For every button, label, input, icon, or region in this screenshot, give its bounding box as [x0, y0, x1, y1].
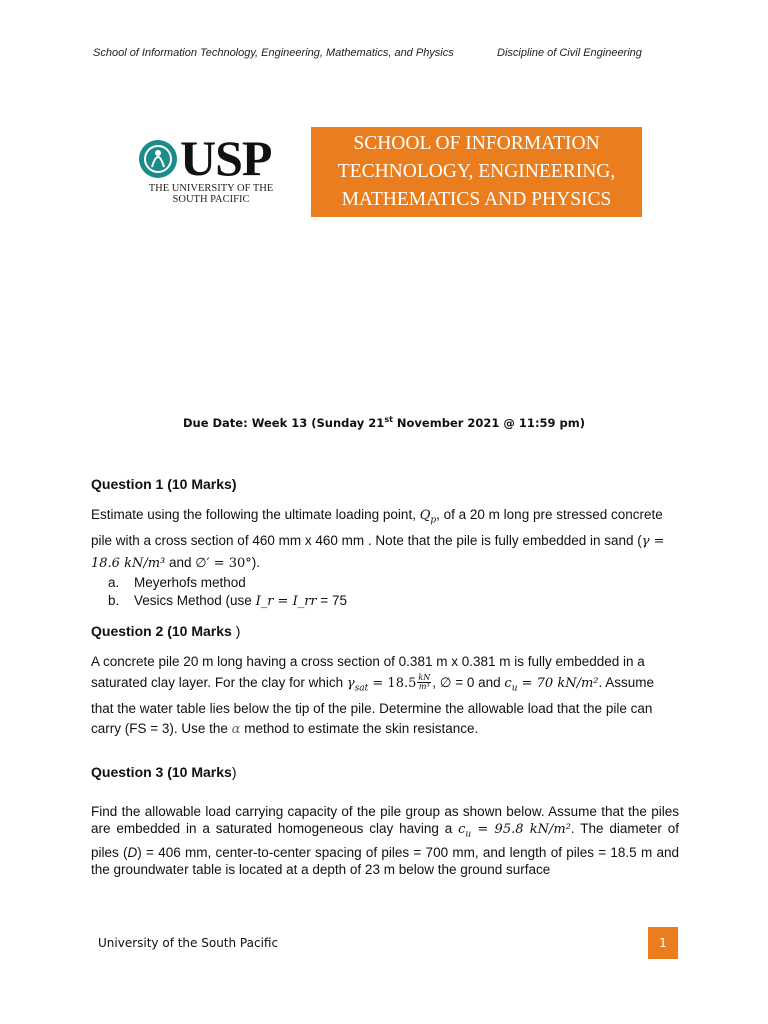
q3-cu-value: = 95.8 kN/m²: [471, 822, 571, 837]
q3-title-end: ): [231, 764, 237, 780]
list-marker-b: b.: [108, 593, 120, 608]
q2-cu-symbol: c: [504, 675, 512, 691]
list-item: [108, 592, 347, 611]
banner-line3: MATHEMATICS AND PHYSICS: [341, 189, 612, 210]
q2-text-part2: , ∅ = 0 and: [432, 674, 505, 690]
due-date-part2: November 2021 @ 11:59 pm): [392, 415, 586, 430]
question-1-list: [108, 574, 347, 611]
question-2-title: [91, 623, 240, 639]
logo-sub-line1: THE UNIVERSITY OF THE: [148, 183, 274, 194]
q2-text-part1: A concrete pile 20 m long having a cross section of 0.381 m x 0.381 m is fully embedded in a saturated clay layer. For the clay for which: [91, 654, 645, 690]
q2-cu-value: = 70 kN/m²: [517, 675, 599, 691]
q2-unit-fraction: [417, 674, 431, 691]
q3-text-part3: ) = 406 mm, center-to-center spacing of piles = 700 mm, and length of piles = 18.5 m and the groundwater table is located at a depth of 23 m below the ground surface: [91, 844, 679, 877]
logo-sub-line2: SOUTH PACIFIC: [172, 194, 250, 205]
q2-text-part3: . Assume that the water table lies below the tip of the pile. Determine the allowable load that the pile can carry (FS = 3). Use the: [91, 674, 655, 737]
list-item: [108, 574, 347, 592]
q2-text-part4: method to estimate the skin resistance.: [240, 721, 479, 737]
header-school: School of Information Technology, Engineering, Mathematics, and Physics: [93, 47, 454, 59]
q1-qp-sub: p: [430, 515, 437, 526]
q1-and: and: [165, 554, 196, 570]
q1-gamma-value: γ = 18.6 kN/m³: [91, 534, 665, 571]
footer-university: University of the South Pacific: [98, 936, 279, 950]
q2-frac-den: m³: [418, 682, 430, 692]
q2-gamma-sat-sub: sat: [354, 683, 369, 694]
list-item-b-math: I_r = I_rr: [255, 594, 317, 609]
q3-cu-symbol: c: [458, 822, 466, 837]
due-date-sup: st: [384, 415, 393, 424]
list-item-b-end: = 75: [316, 593, 348, 608]
banner-line2: TECHNOLOGY, ENGINEERING,: [337, 161, 616, 182]
q3-text-part1: Find the allowable load carrying capacity of the pile group as shown below. Assume that the piles are embedded in a saturated homogeneous clay having a: [91, 804, 679, 836]
logo-subtitle: [138, 183, 284, 205]
list-marker-a: a.: [108, 575, 120, 590]
due-date-part1: Due Date: Week 13 (Sunday 21: [182, 415, 385, 430]
q2-gamma-sat-value: = 18.5: [368, 675, 417, 691]
usp-logo: [138, 130, 288, 210]
logo-wordmark: USP: [180, 130, 272, 186]
q1-phi-value: ∅′ = 30°: [195, 555, 252, 571]
due-date: [0, 415, 768, 430]
q1-text-end: ).: [251, 554, 261, 570]
q3-text-part2: . The diameter of piles (: [91, 821, 680, 860]
q3-d-symbol: D: [127, 844, 138, 860]
q2-cu-sub: u: [511, 683, 518, 694]
q2-gamma-sat-symbol: γ: [346, 675, 355, 691]
usp-emblem-icon: [138, 137, 178, 181]
q2-title-text: Question 2 (10 Marks: [91, 623, 236, 639]
header-discipline: Discipline of Civil Engineering: [497, 47, 642, 59]
banner-line1: SCHOOL OF INFORMATION: [353, 133, 600, 154]
question-3-text: [91, 803, 679, 878]
question-1-title: Question 1 (10 Marks): [91, 476, 237, 492]
q2-alpha: α: [231, 722, 241, 738]
school-banner: [311, 127, 642, 217]
list-item-a-text: Meyerhofs method: [134, 575, 246, 590]
question-3-title: [91, 764, 237, 780]
q3-cu-sub: u: [465, 829, 472, 840]
list-item-b-text: Vesics Method (use: [134, 593, 256, 608]
question-1-text: [91, 505, 679, 574]
q2-frac-num: kN: [418, 673, 431, 683]
q1-text-part2: , of a 20 m long pre stressed concrete pile with a cross section of 460 mm x 460 mm . Note that the pile is fully embedded in sand (: [91, 507, 663, 549]
question-2-text: [91, 652, 679, 741]
page-number: 1: [648, 927, 678, 959]
q1-text-part1: Estimate using the following the ultimate loading point,: [91, 507, 420, 522]
q3-title-text: Question 3 (10 Marks: [91, 764, 232, 780]
q2-title-end: ): [235, 623, 241, 639]
q1-qp-symbol: Q: [419, 508, 431, 523]
